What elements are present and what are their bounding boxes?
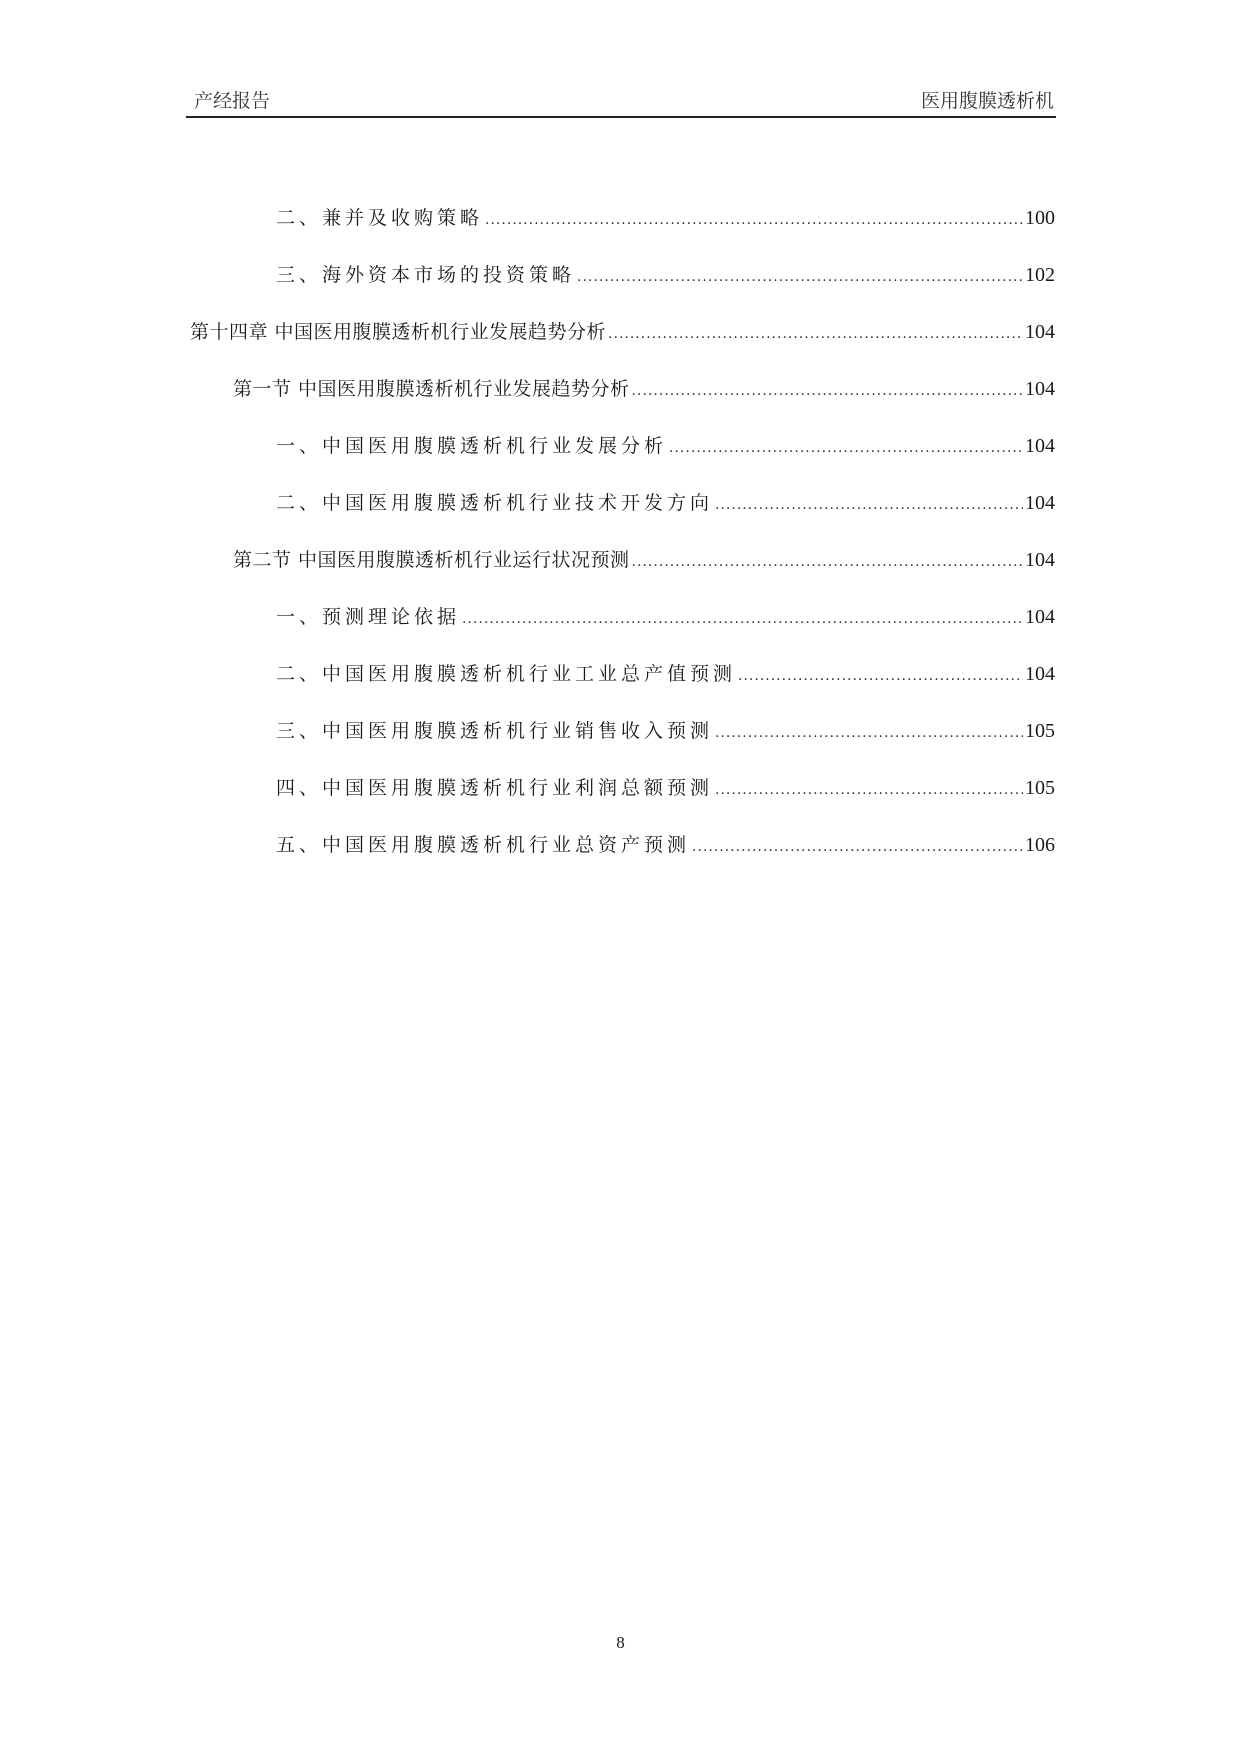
toc-entry-page: 104	[1025, 435, 1055, 457]
toc-entry-title: 二、中国医用腹膜透析机行业工业总产值预测	[276, 663, 737, 685]
toc-leader-dots	[608, 319, 1023, 349]
toc-leader-dots	[738, 661, 1023, 691]
toc-entry[interactable]	[190, 317, 1055, 347]
toc-entry-page: 105	[1025, 777, 1055, 799]
toc-leader-dots	[669, 433, 1023, 463]
header-left-title: 产经报告	[194, 90, 271, 112]
toc-leader-dots	[485, 205, 1023, 235]
page-header	[186, 86, 1056, 118]
toc-entry[interactable]	[276, 431, 1055, 461]
toc-entry-page: 106	[1025, 834, 1055, 856]
toc-entry[interactable]	[276, 773, 1055, 803]
toc-leader-dots	[715, 775, 1023, 805]
toc-entry-title: 三、中国医用腹膜透析机行业销售收入预测	[276, 720, 714, 742]
toc-entry-page: 104	[1025, 321, 1055, 343]
page-number: 8	[616, 1633, 625, 1652]
toc-entry[interactable]	[276, 830, 1055, 860]
toc-entry-title: 第一节 中国医用腹膜透析机行业发展趋势分析	[233, 378, 630, 400]
toc-entry-page: 104	[1025, 606, 1055, 628]
toc-entry[interactable]	[276, 203, 1055, 233]
toc-entry[interactable]	[276, 488, 1055, 518]
toc-entry-title: 第十四章 中国医用腹膜透析机行业发展趋势分析	[190, 321, 607, 343]
toc-entry-title: 三、海外资本市场的投资策略	[276, 264, 576, 286]
toc-entry-title: 第二节 中国医用腹膜透析机行业运行状况预测	[233, 549, 630, 571]
toc-entry-page: 104	[1025, 663, 1055, 685]
toc-leader-dots	[715, 718, 1023, 748]
toc-entry-page: 104	[1025, 549, 1055, 571]
toc-leader-dots	[577, 262, 1023, 292]
toc-entry-title: 一、中国医用腹膜透析机行业发展分析	[276, 435, 668, 457]
toc-entry[interactable]	[276, 602, 1055, 632]
toc-leader-dots	[715, 490, 1023, 520]
toc-entry-page: 104	[1025, 492, 1055, 514]
toc-entry[interactable]	[276, 716, 1055, 746]
toc-entry-title: 四、中国医用腹膜透析机行业利润总额预测	[276, 777, 714, 799]
toc-leader-dots	[462, 604, 1023, 634]
toc-entry-title: 二、中国医用腹膜透析机行业技术开发方向	[276, 492, 714, 514]
toc-leader-dots	[632, 376, 1023, 406]
toc-entry[interactable]	[233, 545, 1055, 575]
toc-entry-page: 102	[1025, 264, 1055, 286]
toc-entry[interactable]	[233, 374, 1055, 404]
toc-entry-title: 一、预测理论依据	[276, 606, 461, 628]
toc-entry-page: 100	[1025, 207, 1055, 229]
toc-entry-page: 105	[1025, 720, 1055, 742]
toc-entry-title: 五、中国医用腹膜透析机行业总资产预测	[276, 834, 691, 856]
toc-leader-dots	[632, 547, 1023, 577]
toc-entry[interactable]	[276, 659, 1055, 689]
header-right-title: 医用腹膜透析机	[920, 90, 1054, 112]
toc-leader-dots	[692, 832, 1023, 862]
toc-entry-page: 104	[1025, 378, 1055, 400]
toc-entry-title: 二、兼并及收购策略	[276, 207, 484, 229]
toc-entry[interactable]	[276, 260, 1055, 290]
